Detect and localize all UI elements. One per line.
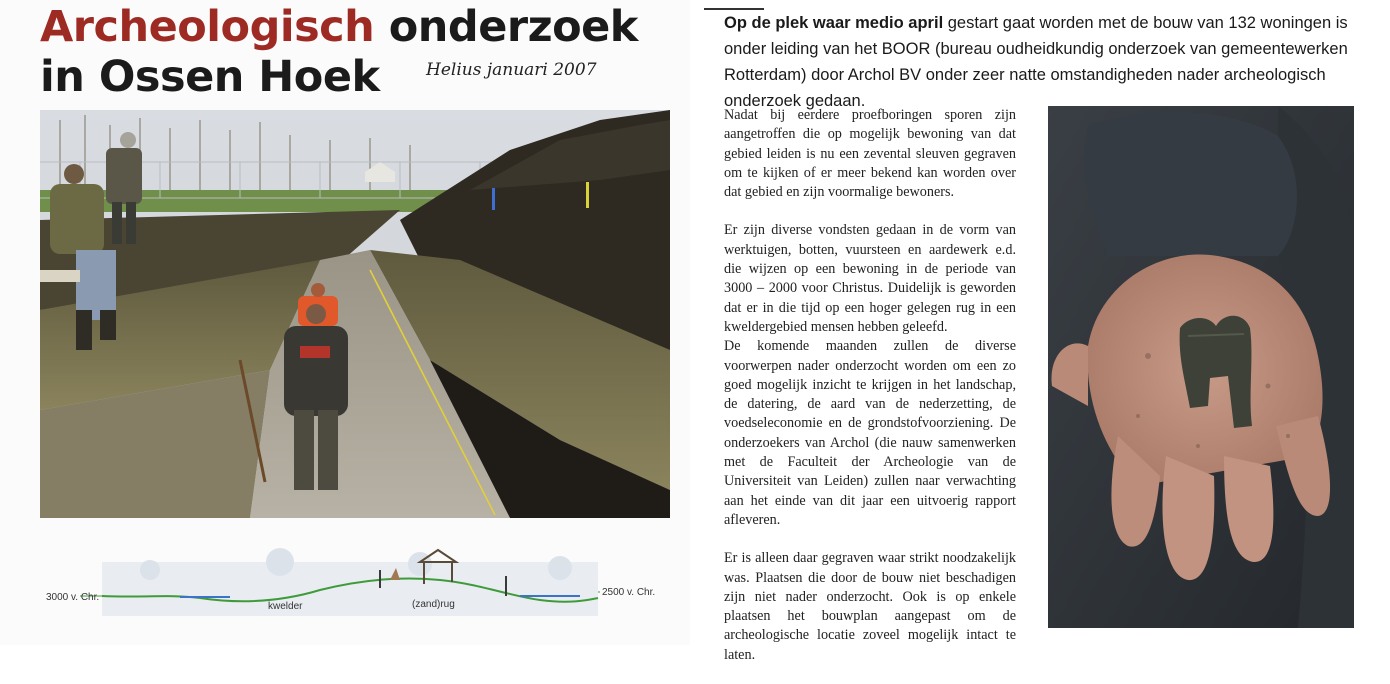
landscape-cross-section-diagram	[40, 540, 670, 630]
body-paragraph-3: De komende maanden zullen de diverse voorwerpen nader onderzocht worden om een zo goed mogelijk inzicht te krijgen in het landschap, de datering, de aard van de nederzetting, de voedseleconomie en de grondstofvoorziening. De onderzoekers van Archol (die nauw samenwerken met de Faculteit der Archeologie van de Universiteit van Leiden) zullen naar verwachting aan het einde van dit jaar een uitvoerig rapport afleveren.	[724, 338, 1016, 528]
hand-with-find-photo	[1048, 106, 1354, 628]
diagram-label-rug: (zand)rug	[412, 599, 455, 610]
title-line-2: in Ossen Hoek	[40, 52, 380, 102]
title-rest: onderzoek	[374, 2, 638, 52]
diagram-label-left-date: 3000 v. Chr.	[46, 592, 100, 603]
right-page	[690, 0, 1390, 663]
excavation-trench-photo	[40, 110, 670, 518]
diagram-label-kwelder: kwelder	[268, 601, 303, 612]
body-paragraph-1: Nadat bij eerdere proefboringen sporen zijn aangetroffen die op mogelijk bewoning van dat gebied leiden is nu een zevental sleuven gegraven om te kijken of er meer bekend kan worden over dat gebied en zijn voormalige bewoners.	[724, 107, 1016, 201]
author-signature: Helius januari 2007	[426, 60, 597, 80]
article-title	[40, 2, 638, 102]
article-body	[724, 106, 1016, 684]
lead-rest: gestart gaat worden met de bouw van 132 woningen is onder leiding van het BOOR (bureau oudheidkundig onderzoek van gemeentewerken Rotterdam) door Archol BV onder zeer natte omstandigheden nader archeologisch onderzoek gedaan.	[724, 14, 1348, 110]
lead-paragraph	[724, 10, 1358, 114]
body-paragraph-4: Er is alleen daar gegraven waar strikt noodzakelijk was. Plaatsen die door de bouw niet beschadigen zijn niet nader onderzocht. Ook is op enkele plaatsen het bouwplan aangepast om de archeologische locatie zoveel mogelijk intact te laten.	[724, 550, 1016, 663]
diagram-label-right-date: 2500 v. Chr.	[602, 587, 656, 598]
left-page	[0, 0, 690, 645]
body-paragraph-2: Er zijn diverse vondsten gedaan in de vorm van werktuigen, botten, vuursteen en aardewerk e.d. die wijzen op een bewoning in de periode van 3000 – 2000 voor Christus. Duidelijk is geworden dat er in die tijd op een hoger gelegen rug in een kweldergebied mensen hebben geleefd.	[724, 222, 1016, 335]
lead-bold: Op de plek waar medio april	[724, 14, 944, 32]
title-accent: Archeologisch	[40, 2, 375, 52]
